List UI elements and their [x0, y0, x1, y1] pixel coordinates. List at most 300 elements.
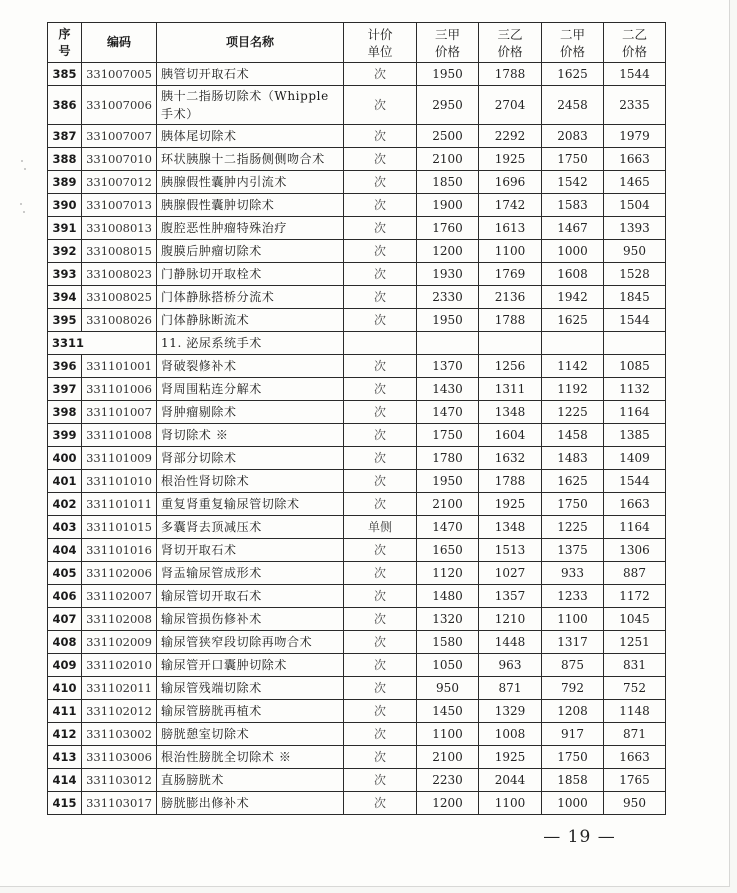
price-sanyi-cell: 1604 — [479, 424, 542, 447]
header-code-text: 编码 — [106, 35, 131, 49]
price-sanyi-cell: 1311 — [479, 378, 542, 401]
unit-cell: 单侧 — [344, 516, 417, 539]
price-erjia-cell: 1483 — [542, 447, 604, 470]
price-sanyi-cell: 1448 — [479, 631, 542, 654]
unit-cell: 次 — [344, 585, 417, 608]
price-sanjia-cell: 1430 — [417, 378, 479, 401]
price-sanyi-cell: 1769 — [479, 263, 542, 286]
unit-cell: 次 — [344, 125, 417, 148]
price-sanjia-cell: 1950 — [417, 309, 479, 332]
unit-cell: 次 — [344, 470, 417, 493]
code-cell: 331102009 — [82, 631, 157, 654]
unit-cell: 次 — [344, 700, 417, 723]
name-cell: 输尿管损伤修补术 — [157, 608, 344, 631]
price-erjia-cell: 2083 — [542, 125, 604, 148]
price-sanyi-cell: 1256 — [479, 355, 542, 378]
table-row — [48, 608, 666, 631]
seq-cell: 402 — [48, 493, 82, 516]
code-cell: 331008015 — [82, 240, 157, 263]
price-sanyi-cell: 1788 — [479, 63, 542, 86]
price-sanyi-cell: 1100 — [479, 240, 542, 263]
price-eryi-cell: 1845 — [604, 286, 666, 309]
seq-cell: 404 — [48, 539, 82, 562]
price-eryi-cell: 1306 — [604, 539, 666, 562]
price-sanyi-cell: 1925 — [479, 746, 542, 769]
price-eryi-cell: 1544 — [604, 63, 666, 86]
name-cell: 腹腔恶性肿瘤特殊治疗 — [157, 217, 344, 240]
price-sanjia-cell: 1470 — [417, 401, 479, 424]
section-code: 3311 — [48, 332, 157, 355]
seq-cell: 412 — [48, 723, 82, 746]
price-eryi-cell: 1172 — [604, 585, 666, 608]
name-cell: 门体静脉断流术 — [157, 309, 344, 332]
unit-cell: 次 — [344, 539, 417, 562]
code-cell: 331102010 — [82, 654, 157, 677]
seq-cell: 399 — [48, 424, 82, 447]
seq-cell: 415 — [48, 792, 82, 815]
table-row — [48, 194, 666, 217]
name-cell: 环状胰腺十二指肠侧侧吻合术 — [157, 148, 344, 171]
price-eryi-cell: 1164 — [604, 401, 666, 424]
seq-cell: 386 — [48, 86, 82, 125]
seq-cell: 385 — [48, 63, 82, 86]
table-row — [48, 355, 666, 378]
table-row — [48, 723, 666, 746]
unit-cell: 次 — [344, 654, 417, 677]
scan-speck — [21, 160, 23, 162]
price-eryi-cell: 1663 — [604, 148, 666, 171]
seq-cell: 411 — [48, 700, 82, 723]
name-cell: 膀胱膨出修补术 — [157, 792, 344, 815]
name-cell: 重复肾重复输尿管切除术 — [157, 493, 344, 516]
price-erjia-cell: 1142 — [542, 355, 604, 378]
unit-cell: 次 — [344, 792, 417, 815]
price-eryi-cell: 887 — [604, 562, 666, 585]
price-eryi-cell: 1409 — [604, 447, 666, 470]
code-cell: 331103006 — [82, 746, 157, 769]
price-erjia-cell: 792 — [542, 677, 604, 700]
price-sanjia-cell: 1470 — [417, 516, 479, 539]
code-cell: 331102011 — [82, 677, 157, 700]
price-erjia-cell: 1467 — [542, 217, 604, 240]
price-eryi-cell: 1544 — [604, 309, 666, 332]
price-sanjia-cell: 1120 — [417, 562, 479, 585]
price-sanjia-cell: 1480 — [417, 585, 479, 608]
price-eryi-cell: 950 — [604, 240, 666, 263]
price-sanjia-cell: 1450 — [417, 700, 479, 723]
table-row — [48, 516, 666, 539]
price-erjia-cell: 1858 — [542, 769, 604, 792]
name-cell: 肾切开取石术 — [157, 539, 344, 562]
code-cell: 331101001 — [82, 355, 157, 378]
header-price-3-text: 二甲 价格 — [559, 26, 585, 59]
name-cell: 胰管切开取石术 — [157, 63, 344, 86]
price-sanjia-cell: 1370 — [417, 355, 479, 378]
price-sanyi-cell: 1613 — [479, 217, 542, 240]
header-unit-text: 计价 单位 — [367, 26, 393, 59]
price-erjia-cell: 1583 — [542, 194, 604, 217]
price-eryi-cell: 1765 — [604, 769, 666, 792]
seq-cell: 387 — [48, 125, 82, 148]
seq-cell: 409 — [48, 654, 82, 677]
table-row — [48, 378, 666, 401]
name-cell: 肾切除术 ※ — [157, 424, 344, 447]
price-sanyi-cell: 1632 — [479, 447, 542, 470]
code-cell: 331008013 — [82, 217, 157, 240]
header-seq — [48, 23, 82, 63]
code-cell: 331101015 — [82, 516, 157, 539]
header-price-1 — [417, 23, 479, 63]
header-code — [82, 23, 157, 63]
price-sanjia-cell: 1050 — [417, 654, 479, 677]
price-sanyi-cell: 1008 — [479, 723, 542, 746]
code-cell: 331007007 — [82, 125, 157, 148]
table-row — [48, 240, 666, 263]
price-eryi-cell: 871 — [604, 723, 666, 746]
table-row — [48, 401, 666, 424]
price-sanyi-cell: 2292 — [479, 125, 542, 148]
unit-cell: 次 — [344, 86, 417, 125]
seq-cell: 393 — [48, 263, 82, 286]
unit-cell: 次 — [344, 424, 417, 447]
header-unit — [344, 23, 417, 63]
price-sanyi-cell: 1788 — [479, 309, 542, 332]
table-row — [48, 470, 666, 493]
section-empty-cell — [542, 332, 604, 355]
header-price-4 — [604, 23, 666, 63]
table-row — [48, 769, 666, 792]
price-eryi-cell: 831 — [604, 654, 666, 677]
code-cell: 331103017 — [82, 792, 157, 815]
seq-cell: 405 — [48, 562, 82, 585]
section-empty-cell — [479, 332, 542, 355]
name-cell: 门体静脉搭桥分流术 — [157, 286, 344, 309]
price-erjia-cell: 1750 — [542, 746, 604, 769]
table-row — [48, 746, 666, 769]
code-cell: 331103002 — [82, 723, 157, 746]
price-sanyi-cell: 1348 — [479, 516, 542, 539]
price-sanyi-cell: 1210 — [479, 608, 542, 631]
price-erjia-cell: 1233 — [542, 585, 604, 608]
name-cell: 根治性膀胱全切除术 ※ — [157, 746, 344, 769]
unit-cell: 次 — [344, 171, 417, 194]
price-erjia-cell: 1750 — [542, 493, 604, 516]
seq-cell: 392 — [48, 240, 82, 263]
table-row — [48, 125, 666, 148]
table-row — [48, 493, 666, 516]
price-sanjia-cell: 2230 — [417, 769, 479, 792]
table-row — [48, 171, 666, 194]
name-cell: 胰体尾切除术 — [157, 125, 344, 148]
scan-speck — [20, 203, 22, 205]
price-sanjia-cell: 1850 — [417, 171, 479, 194]
code-cell: 331101010 — [82, 470, 157, 493]
price-table — [47, 22, 666, 815]
price-sanyi-cell: 1100 — [479, 792, 542, 815]
price-sanjia-cell: 950 — [417, 677, 479, 700]
table-row — [48, 217, 666, 240]
name-cell: 门静脉切开取栓术 — [157, 263, 344, 286]
table-body-pancreas — [48, 63, 666, 332]
price-eryi-cell: 1663 — [604, 493, 666, 516]
header-seq-text: 序 号 — [58, 26, 71, 58]
name-cell: 胰十二指肠切除术（Whipple 手术） — [157, 86, 344, 125]
name-cell: 输尿管开口囊肿切除术 — [157, 654, 344, 677]
section-empty-cell — [417, 332, 479, 355]
price-eryi-cell: 1979 — [604, 125, 666, 148]
code-cell: 331008023 — [82, 263, 157, 286]
seq-cell: 396 — [48, 355, 82, 378]
seq-cell: 401 — [48, 470, 82, 493]
price-sanyi-cell: 2044 — [479, 769, 542, 792]
table-row — [48, 263, 666, 286]
code-cell: 331102007 — [82, 585, 157, 608]
price-sanjia-cell: 2500 — [417, 125, 479, 148]
section-row — [48, 332, 666, 355]
code-cell: 331007010 — [82, 148, 157, 171]
price-sanjia-cell: 1100 — [417, 723, 479, 746]
price-sanjia-cell: 1580 — [417, 631, 479, 654]
header-price-2 — [479, 23, 542, 63]
unit-cell: 次 — [344, 631, 417, 654]
name-cell: 肾盂输尿管成形术 — [157, 562, 344, 585]
price-erjia-cell: 1625 — [542, 63, 604, 86]
price-sanjia-cell: 2100 — [417, 746, 479, 769]
price-erjia-cell: 1208 — [542, 700, 604, 723]
price-erjia-cell: 917 — [542, 723, 604, 746]
name-cell: 肾周围粘连分解术 — [157, 378, 344, 401]
price-eryi-cell: 1663 — [604, 746, 666, 769]
unit-cell: 次 — [344, 562, 417, 585]
header-name-text: 项目名称 — [225, 35, 274, 49]
code-cell: 331007006 — [82, 86, 157, 125]
unit-cell: 次 — [344, 746, 417, 769]
price-eryi-cell: 1385 — [604, 424, 666, 447]
price-sanjia-cell: 1200 — [417, 240, 479, 263]
table-row — [48, 631, 666, 654]
price-eryi-cell: 1085 — [604, 355, 666, 378]
price-sanyi-cell: 1925 — [479, 148, 542, 171]
seq-cell: 406 — [48, 585, 82, 608]
price-erjia-cell: 2458 — [542, 86, 604, 125]
price-erjia-cell: 1608 — [542, 263, 604, 286]
price-sanjia-cell: 1950 — [417, 470, 479, 493]
table-row — [48, 86, 666, 125]
page-number: — 19 — — [543, 827, 616, 847]
price-eryi-cell: 1393 — [604, 217, 666, 240]
price-sanjia-cell: 1650 — [417, 539, 479, 562]
table-row — [48, 677, 666, 700]
price-eryi-cell: 1504 — [604, 194, 666, 217]
seq-cell: 400 — [48, 447, 82, 470]
code-cell: 331101011 — [82, 493, 157, 516]
seq-cell: 398 — [48, 401, 82, 424]
unit-cell: 次 — [344, 148, 417, 171]
price-sanjia-cell: 1760 — [417, 217, 479, 240]
price-eryi-cell: 1148 — [604, 700, 666, 723]
table-row — [48, 309, 666, 332]
unit-cell: 次 — [344, 63, 417, 86]
price-eryi-cell: 1544 — [604, 470, 666, 493]
price-sanjia-cell: 1930 — [417, 263, 479, 286]
code-cell: 331103012 — [82, 769, 157, 792]
name-cell: 胰腺假性囊肿切除术 — [157, 194, 344, 217]
unit-cell: 次 — [344, 677, 417, 700]
price-sanyi-cell: 1925 — [479, 493, 542, 516]
unit-cell: 次 — [344, 263, 417, 286]
price-erjia-cell: 1750 — [542, 148, 604, 171]
price-sanyi-cell: 2704 — [479, 86, 542, 125]
price-sanjia-cell: 1900 — [417, 194, 479, 217]
header-price-3 — [542, 23, 604, 63]
price-erjia-cell: 1625 — [542, 309, 604, 332]
section-empty-cell — [344, 332, 417, 355]
price-erjia-cell: 1100 — [542, 608, 604, 631]
name-cell: 直肠膀胱术 — [157, 769, 344, 792]
price-erjia-cell: 1192 — [542, 378, 604, 401]
price-eryi-cell: 752 — [604, 677, 666, 700]
name-cell: 胰腺假性囊肿内引流术 — [157, 171, 344, 194]
price-sanyi-cell: 1513 — [479, 539, 542, 562]
price-sanyi-cell: 2136 — [479, 286, 542, 309]
code-cell: 331101007 — [82, 401, 157, 424]
seq-cell: 413 — [48, 746, 82, 769]
price-sanyi-cell: 1348 — [479, 401, 542, 424]
price-sanjia-cell: 2100 — [417, 493, 479, 516]
table-row — [48, 585, 666, 608]
section-name: 11. 泌尿系统手术 — [157, 332, 344, 355]
name-cell: 膀胱憩室切除术 — [157, 723, 344, 746]
unit-cell: 次 — [344, 286, 417, 309]
price-erjia-cell: 1542 — [542, 171, 604, 194]
price-eryi-cell: 1251 — [604, 631, 666, 654]
name-cell: 腹膜后肿瘤切除术 — [157, 240, 344, 263]
table-row — [48, 447, 666, 470]
scan-speck — [24, 168, 26, 170]
table-row — [48, 424, 666, 447]
unit-cell: 次 — [344, 723, 417, 746]
price-erjia-cell: 1000 — [542, 792, 604, 815]
code-cell: 331102012 — [82, 700, 157, 723]
price-erjia-cell: 875 — [542, 654, 604, 677]
price-sanjia-cell: 1750 — [417, 424, 479, 447]
unit-cell: 次 — [344, 194, 417, 217]
unit-cell: 次 — [344, 355, 417, 378]
unit-cell: 次 — [344, 608, 417, 631]
seq-cell: 397 — [48, 378, 82, 401]
price-eryi-cell: 2335 — [604, 86, 666, 125]
table-row — [48, 792, 666, 815]
scan-speck — [23, 211, 25, 213]
seq-cell: 403 — [48, 516, 82, 539]
table-header-row — [48, 23, 666, 63]
table-body-urology — [48, 355, 666, 815]
seq-cell: 391 — [48, 217, 82, 240]
seq-cell: 395 — [48, 309, 82, 332]
price-erjia-cell: 1225 — [542, 401, 604, 424]
code-cell: 331008025 — [82, 286, 157, 309]
price-erjia-cell: 1375 — [542, 539, 604, 562]
unit-cell: 次 — [344, 769, 417, 792]
price-erjia-cell: 933 — [542, 562, 604, 585]
unit-cell: 次 — [344, 401, 417, 424]
name-cell: 肾肿瘤剔除术 — [157, 401, 344, 424]
unit-cell: 次 — [344, 447, 417, 470]
price-erjia-cell: 1225 — [542, 516, 604, 539]
seq-cell: 408 — [48, 631, 82, 654]
name-cell: 肾破裂修补术 — [157, 355, 344, 378]
price-eryi-cell: 1132 — [604, 378, 666, 401]
table-section — [48, 332, 666, 355]
header-price-4-text: 二乙 价格 — [621, 26, 647, 59]
section-empty-cell — [604, 332, 666, 355]
name-cell: 根治性肾切除术 — [157, 470, 344, 493]
code-cell: 331101009 — [82, 447, 157, 470]
price-eryi-cell: 1465 — [604, 171, 666, 194]
price-sanjia-cell: 1200 — [417, 792, 479, 815]
price-sanyi-cell: 1742 — [479, 194, 542, 217]
name-cell: 多囊肾去顶减压术 — [157, 516, 344, 539]
name-cell: 输尿管切开取石术 — [157, 585, 344, 608]
price-sanjia-cell: 1320 — [417, 608, 479, 631]
table-row — [48, 63, 666, 86]
price-sanjia-cell: 1950 — [417, 63, 479, 86]
table-row — [48, 700, 666, 723]
price-sanyi-cell: 1027 — [479, 562, 542, 585]
price-sanjia-cell: 1780 — [417, 447, 479, 470]
price-eryi-cell: 1528 — [604, 263, 666, 286]
price-sanyi-cell: 1788 — [479, 470, 542, 493]
unit-cell: 次 — [344, 493, 417, 516]
header-name — [157, 23, 344, 63]
unit-cell: 次 — [344, 240, 417, 263]
code-cell: 331007005 — [82, 63, 157, 86]
price-sanyi-cell: 963 — [479, 654, 542, 677]
seq-cell: 410 — [48, 677, 82, 700]
price-sanyi-cell: 1357 — [479, 585, 542, 608]
seq-cell: 394 — [48, 286, 82, 309]
price-sanyi-cell: 871 — [479, 677, 542, 700]
price-erjia-cell: 1625 — [542, 470, 604, 493]
price-erjia-cell: 1458 — [542, 424, 604, 447]
seq-cell: 414 — [48, 769, 82, 792]
code-cell: 331101006 — [82, 378, 157, 401]
header-price-2-text: 三乙 价格 — [497, 26, 523, 59]
seq-cell: 407 — [48, 608, 82, 631]
seq-cell: 389 — [48, 171, 82, 194]
seq-cell: 388 — [48, 148, 82, 171]
code-cell: 331007012 — [82, 171, 157, 194]
code-cell: 331102006 — [82, 562, 157, 585]
code-cell: 331101008 — [82, 424, 157, 447]
price-sanjia-cell: 2100 — [417, 148, 479, 171]
table-row — [48, 286, 666, 309]
name-cell: 输尿管狭窄段切除再吻合术 — [157, 631, 344, 654]
header-price-1-text: 三甲 价格 — [434, 26, 460, 59]
code-cell: 331007013 — [82, 194, 157, 217]
seq-cell: 390 — [48, 194, 82, 217]
price-erjia-cell: 1000 — [542, 240, 604, 263]
name-cell: 肾部分切除术 — [157, 447, 344, 470]
price-eryi-cell: 1045 — [604, 608, 666, 631]
price-erjia-cell: 1317 — [542, 631, 604, 654]
unit-cell: 次 — [344, 378, 417, 401]
code-cell: 331008026 — [82, 309, 157, 332]
unit-cell: 次 — [344, 309, 417, 332]
table-row — [48, 539, 666, 562]
price-sanyi-cell: 1696 — [479, 171, 542, 194]
price-sanjia-cell: 2330 — [417, 286, 479, 309]
